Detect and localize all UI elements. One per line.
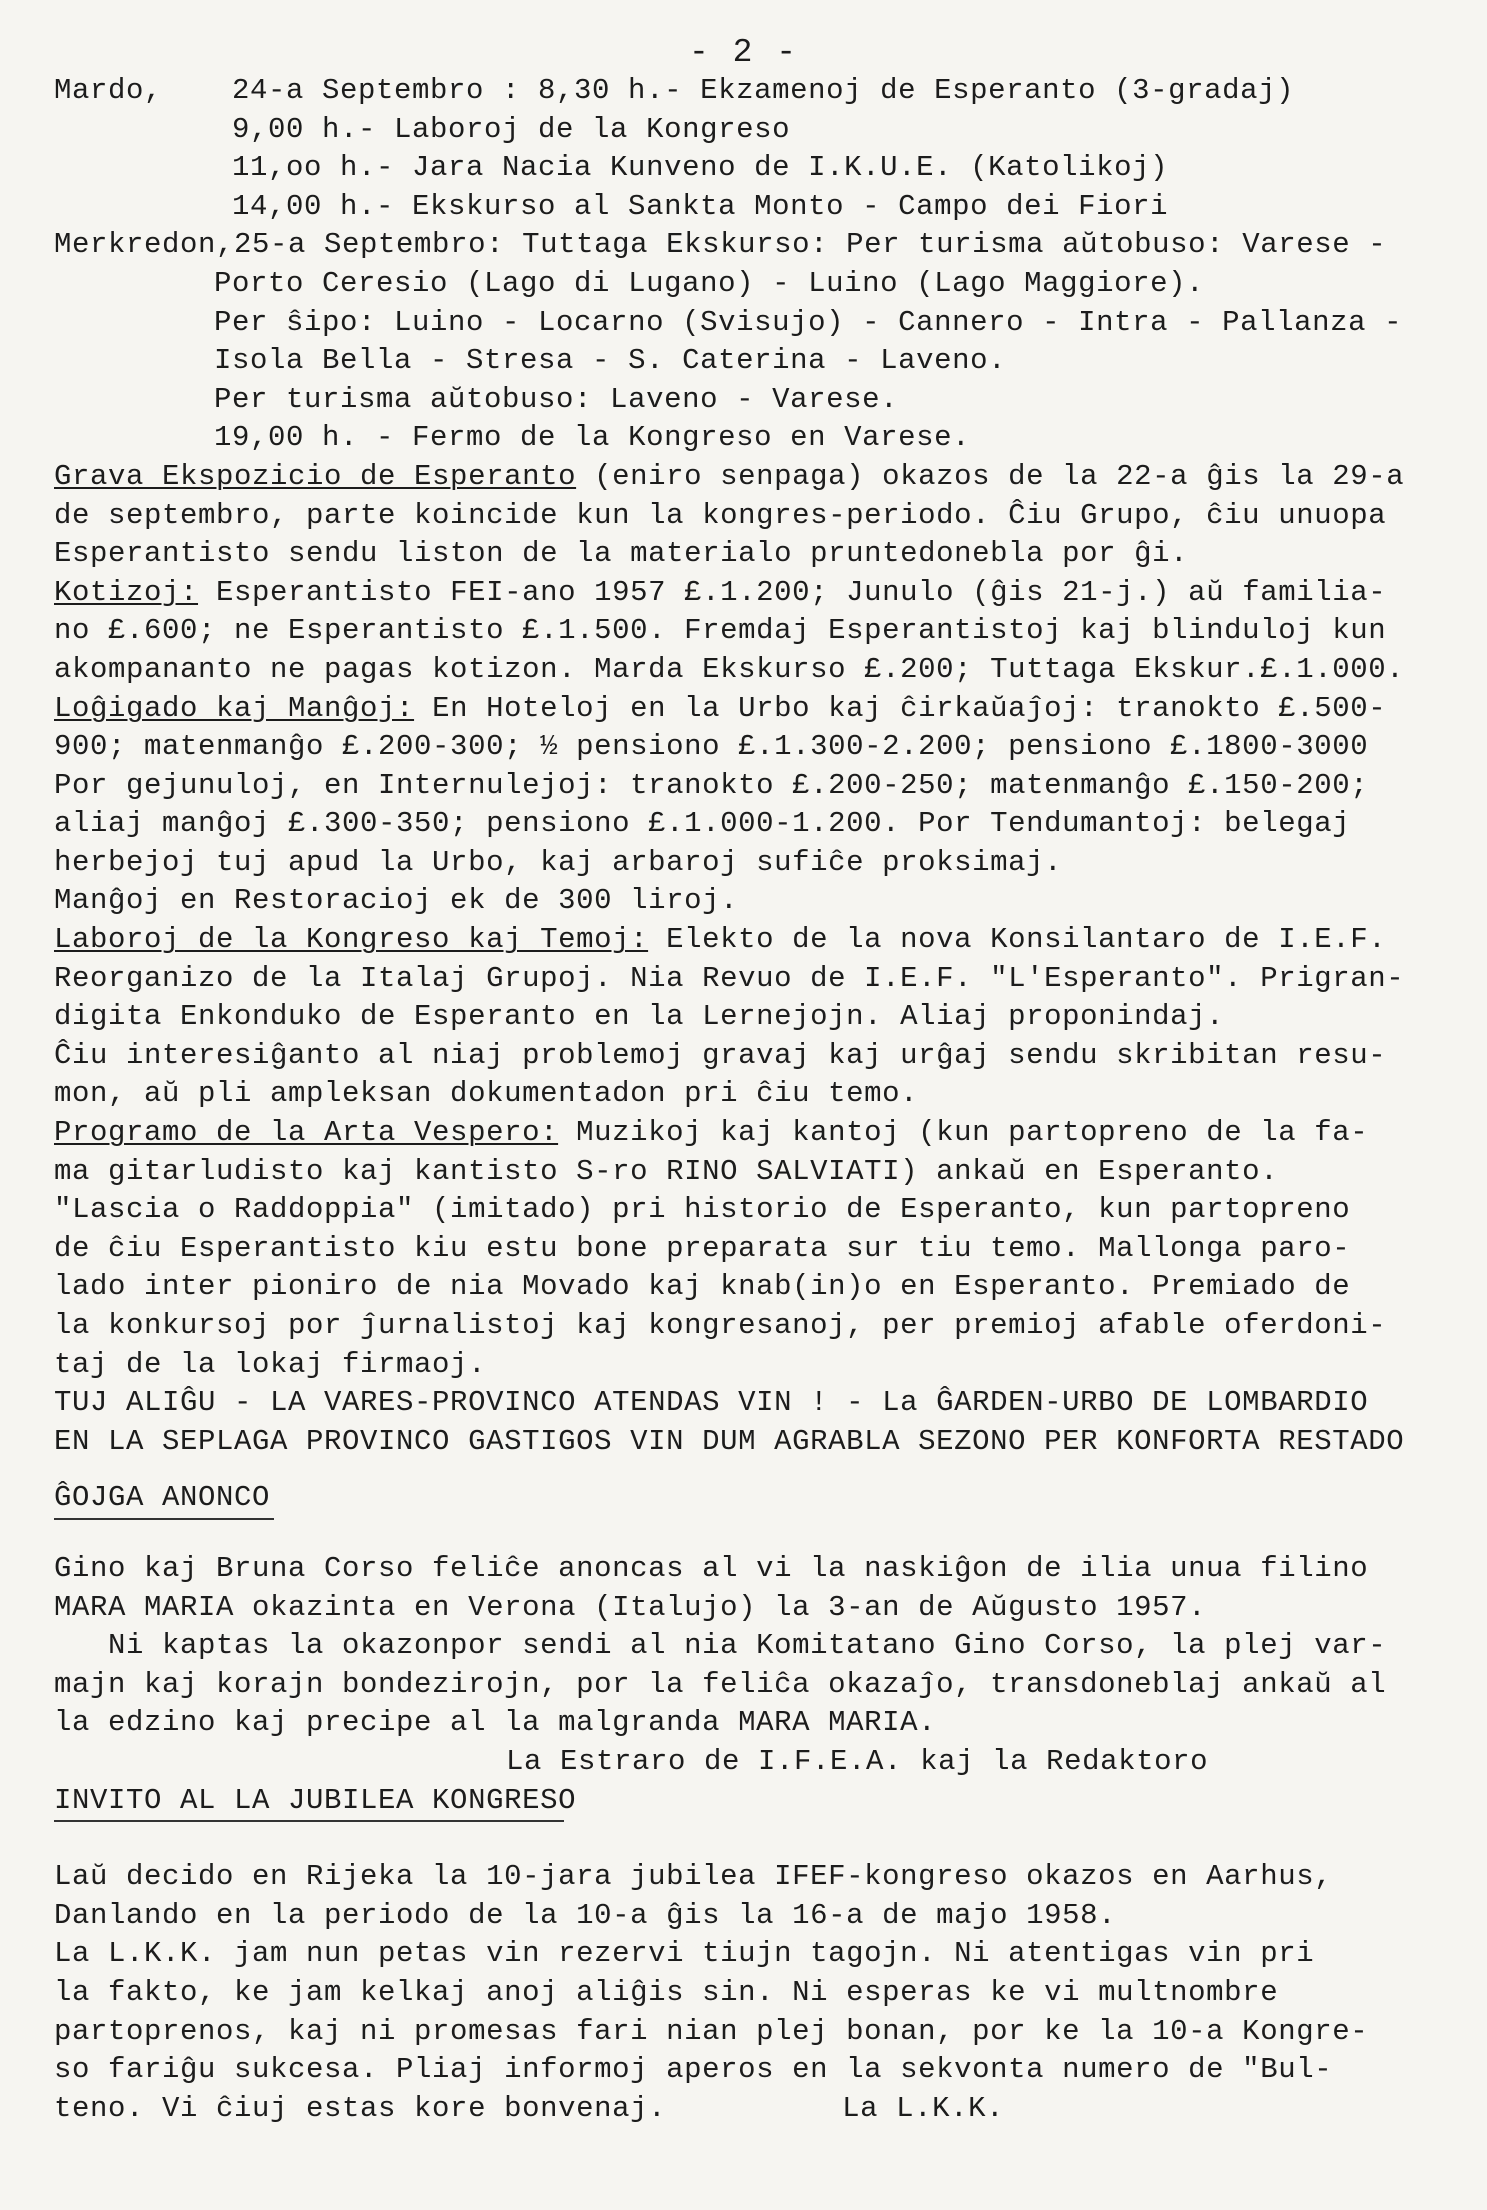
logigado-line: aliaj manĝoj £.300-350; pensiono £.1.000-1.200. Por Tendumantoj: belegaj: [54, 807, 1351, 841]
invito-line: partoprenos, kaj ni promesas fari nian plej bonan, por ke la 10-a Kongre-: [54, 2014, 1369, 2048]
laboroj-line: digita Enkonduko de Esperanto en la Lernejojn. Aliaj proponindaj.: [54, 1000, 1225, 1034]
laboroj-heading: Laboroj de la Kongreso kaj Temoj:: [54, 923, 649, 957]
kotizoj-line: Kotizoj: Esperantisto FEI-ano 1957 £.1.200; Junulo (ĝis 21-j.) aŭ familia-: [54, 575, 1387, 609]
invito-signature: La L.K.K.: [842, 2091, 1005, 2125]
gojga-line: Ni kaptas la okazonpor sendi al nia Komitatano Gino Corso, la plej var-: [54, 1629, 1387, 1663]
invito-line: la fakto, ke jam kelkaj anoj aliĝis sin. Ni esperas ke vi multnombre: [54, 1975, 1279, 2009]
schedule-line: [54, 111, 1434, 150]
schedule-line: [54, 72, 1434, 111]
schedule-line: [54, 188, 1434, 227]
logigado-line: 900; matenmanĝo £.200-300; ½ pensiono £.1.300-2.200; pensiono £.1800-3000: [54, 730, 1369, 764]
programo-line: TUJ ALIĜU - LA VARES-PROVINCO ATENDAS VIN ! - La ĜARDEN-URBO DE LOMBARDIO: [54, 1386, 1369, 1420]
schedule-text: Porto Ceresio (Lago di Lugano) - Luino (Lago Maggiore).: [214, 266, 1205, 300]
gojga-line: Gino kaj Bruna Corso feliĉe anoncas al vi la naskiĝon de ilia unua filino: [54, 1551, 1369, 1585]
invito-line: so fariĝu sukcesa. Pliaj informoj aperos en la sekvonta numero de "Bul-: [54, 2053, 1333, 2087]
ekspozicio-line: de septembro, parte koincide kun la kongres-periodo. Ĉiu Grupo, ĉiu unuopa: [54, 498, 1387, 532]
invito-last-line: teno. Vi ĉiuj estas kore bonvenaj.: [54, 2091, 667, 2125]
kotizoj-line: akompananto ne pagas kotizon. Marda Ekskurso £.200; Tuttaga Ekskur.£.1.000.: [54, 652, 1405, 686]
gojga-title-underline: [54, 1518, 274, 1520]
page-number: - 2 -: [688, 34, 799, 71]
schedule-text: 19,00 h. - Fermo de la Kongreso en Varese.: [214, 421, 971, 455]
logigado-line: Por gejunuloj, en Internulejoj: tranokto £.200-250; matenmanĝo £.150-200;: [54, 768, 1369, 802]
logigado-line: Loĝigado kaj Manĝoj: En Hoteloj en la Urbo kaj ĉirkaŭaĵoj: tranokto £.500-: [54, 691, 1387, 725]
gojga-signature: La Estraro de I.F.E.A. kaj la Redaktoro: [506, 1744, 1209, 1778]
laboroj-line: Ĉiu interesiĝanto al niaj problemoj gravaj kaj urĝaj sendu skribitan resu-: [54, 1038, 1387, 1072]
logigado-line: herbejoj tuj apud la Urbo, kaj arbaroj sufiĉe proksimaj.: [54, 845, 1063, 879]
schedule-day: Merkredon,: [54, 228, 235, 262]
logigado-heading: Loĝigado kaj Manĝoj:: [54, 691, 415, 725]
schedule-text: Per ŝipo: Luino - Locarno (Svisujo) - Cannero - Intra - Pallanza -: [214, 305, 1403, 339]
gojga-title: ĜOJGA ANONCO: [54, 1481, 271, 1515]
programo-line: taj de la lokaj firmaoj.: [54, 1347, 487, 1381]
invito-title: INVITO AL LA JUBILEA KONGRESO: [54, 1783, 577, 1817]
programo-line: lado inter pioniro de nia Movado kaj knab(in)o en Esperanto. Premiado de: [54, 1270, 1351, 1304]
programo-line: Programo de la Arta Vespero: Muzikoj kaj kantoj (kun partopreno de la fa-: [54, 1116, 1369, 1150]
schedule-text: 24-a Septembro : 8,30 h.- Ekzamenoj de Esperanto (3-gradaj): [232, 74, 1295, 107]
invito-line: [54, 2090, 1434, 2129]
invito-line: Laŭ decido en Rijeka la 10-jara jubilea IFEF-kongreso okazos en Aarhus,: [54, 1860, 1333, 1894]
logigado-line: Manĝoj en Restoracioj ek de 300 liroj.: [54, 884, 739, 918]
programo-line: la konkursoj por ĵurnalistoj kaj kongresanoj, per premioj afable oferdoni-: [54, 1309, 1387, 1342]
schedule-text: 14,00 h.- Ekskurso al Sankta Monto - Campo dei Fiori: [232, 189, 1169, 223]
invito-line: La L.K.K. jam nun petas vin rezervi tiujn tagojn. Ni atentigas vin pri: [54, 1937, 1315, 1971]
schedule-text: 9,00 h.- Laboroj de la Kongreso: [232, 112, 791, 146]
schedule-line: [54, 304, 1434, 343]
schedule-day: Mardo,: [54, 74, 163, 107]
schedule-text: 25-a Septembro: Tuttaga Ekskurso: Per turisma aŭtobuso: Varese -: [234, 228, 1387, 262]
schedule-line: [54, 419, 1434, 458]
kotizoj-heading: Kotizoj:: [54, 575, 199, 609]
gojga-line: MARA MARIA okazinta en Verona (Italujo) la 3-an de Aŭgusto 1957.: [54, 1590, 1207, 1624]
invito-line: Danlando en la periodo de la 10-a ĝis la 16-a de majo 1958.: [54, 1898, 1117, 1932]
schedule-text: Isola Bella - Stresa - S. Caterina - Laveno.: [214, 344, 1007, 378]
schedule-line: [54, 342, 1434, 381]
programo-line: EN LA SEPLAGA PROVINCO GASTIGOS VIN DUM AGRABLA SEZONO PER KONFORTA RESTADO: [54, 1424, 1405, 1458]
document-body: [54, 72, 1434, 2128]
gojga-line: majn kaj korajn bondezirojn, por la feliĉa okazaĵo, transdoneblaj ankaŭ al: [54, 1667, 1387, 1701]
kotizoj-line: no £.600; ne Esperantisto £.1.500. Fremdaj Esperantistoj kaj blinduloj kun: [54, 614, 1387, 648]
schedule-line: [54, 226, 1434, 265]
schedule-line: [54, 265, 1434, 304]
laboroj-line: mon, aŭ pli ampleksan dokumentadon pri ĉiu temo.: [54, 1077, 919, 1111]
schedule-text: 11,oo h.- Jara Nacia Kunveno de I.K.U.E. (Katolikoj): [232, 151, 1169, 185]
schedule-line: [54, 149, 1434, 188]
programo-line: "Lascia o Raddoppia" (imitado) pri historio de Esperanto, kun partopreno: [54, 1193, 1351, 1227]
ekspozicio-line: Grava Ekspozicio de Esperanto (eniro senpaga) okazos de la 22-a ĝis la 29-a: [54, 459, 1405, 493]
ekspozicio-heading: Grava Ekspozicio de Esperanto: [54, 459, 577, 493]
gojga-line: la edzino kaj precipe al la malgranda MARA MARIA.: [54, 1706, 937, 1740]
programo-heading: Programo de la Arta Vespero:: [54, 1116, 559, 1150]
schedule-line: [54, 381, 1434, 420]
programo-line: de ĉiu Esperantisto kiu estu bone preparata sur tiu temo. Mallonga paro-: [54, 1231, 1351, 1265]
programo-line: ma gitarludisto kaj kantisto S-ro RINO SALVIATI) ankaŭ en Esperanto.: [54, 1154, 1279, 1188]
laboroj-line: Laboroj de la Kongreso kaj Temoj: Elekto de la nova Konsilantaro de I.E.F.: [54, 923, 1387, 957]
invito-title-underline: [54, 1820, 564, 1822]
schedule-text: Per turisma aŭtobuso: Laveno - Varese.: [214, 382, 899, 416]
laboroj-line: Reorganizo de la Italaj Grupoj. Nia Revuo de I.E.F. "L'Esperanto". Prigran-: [54, 961, 1405, 995]
ekspozicio-line: Esperantisto sendu liston de la materialo pruntedonebla por ĝi.: [54, 537, 1189, 571]
